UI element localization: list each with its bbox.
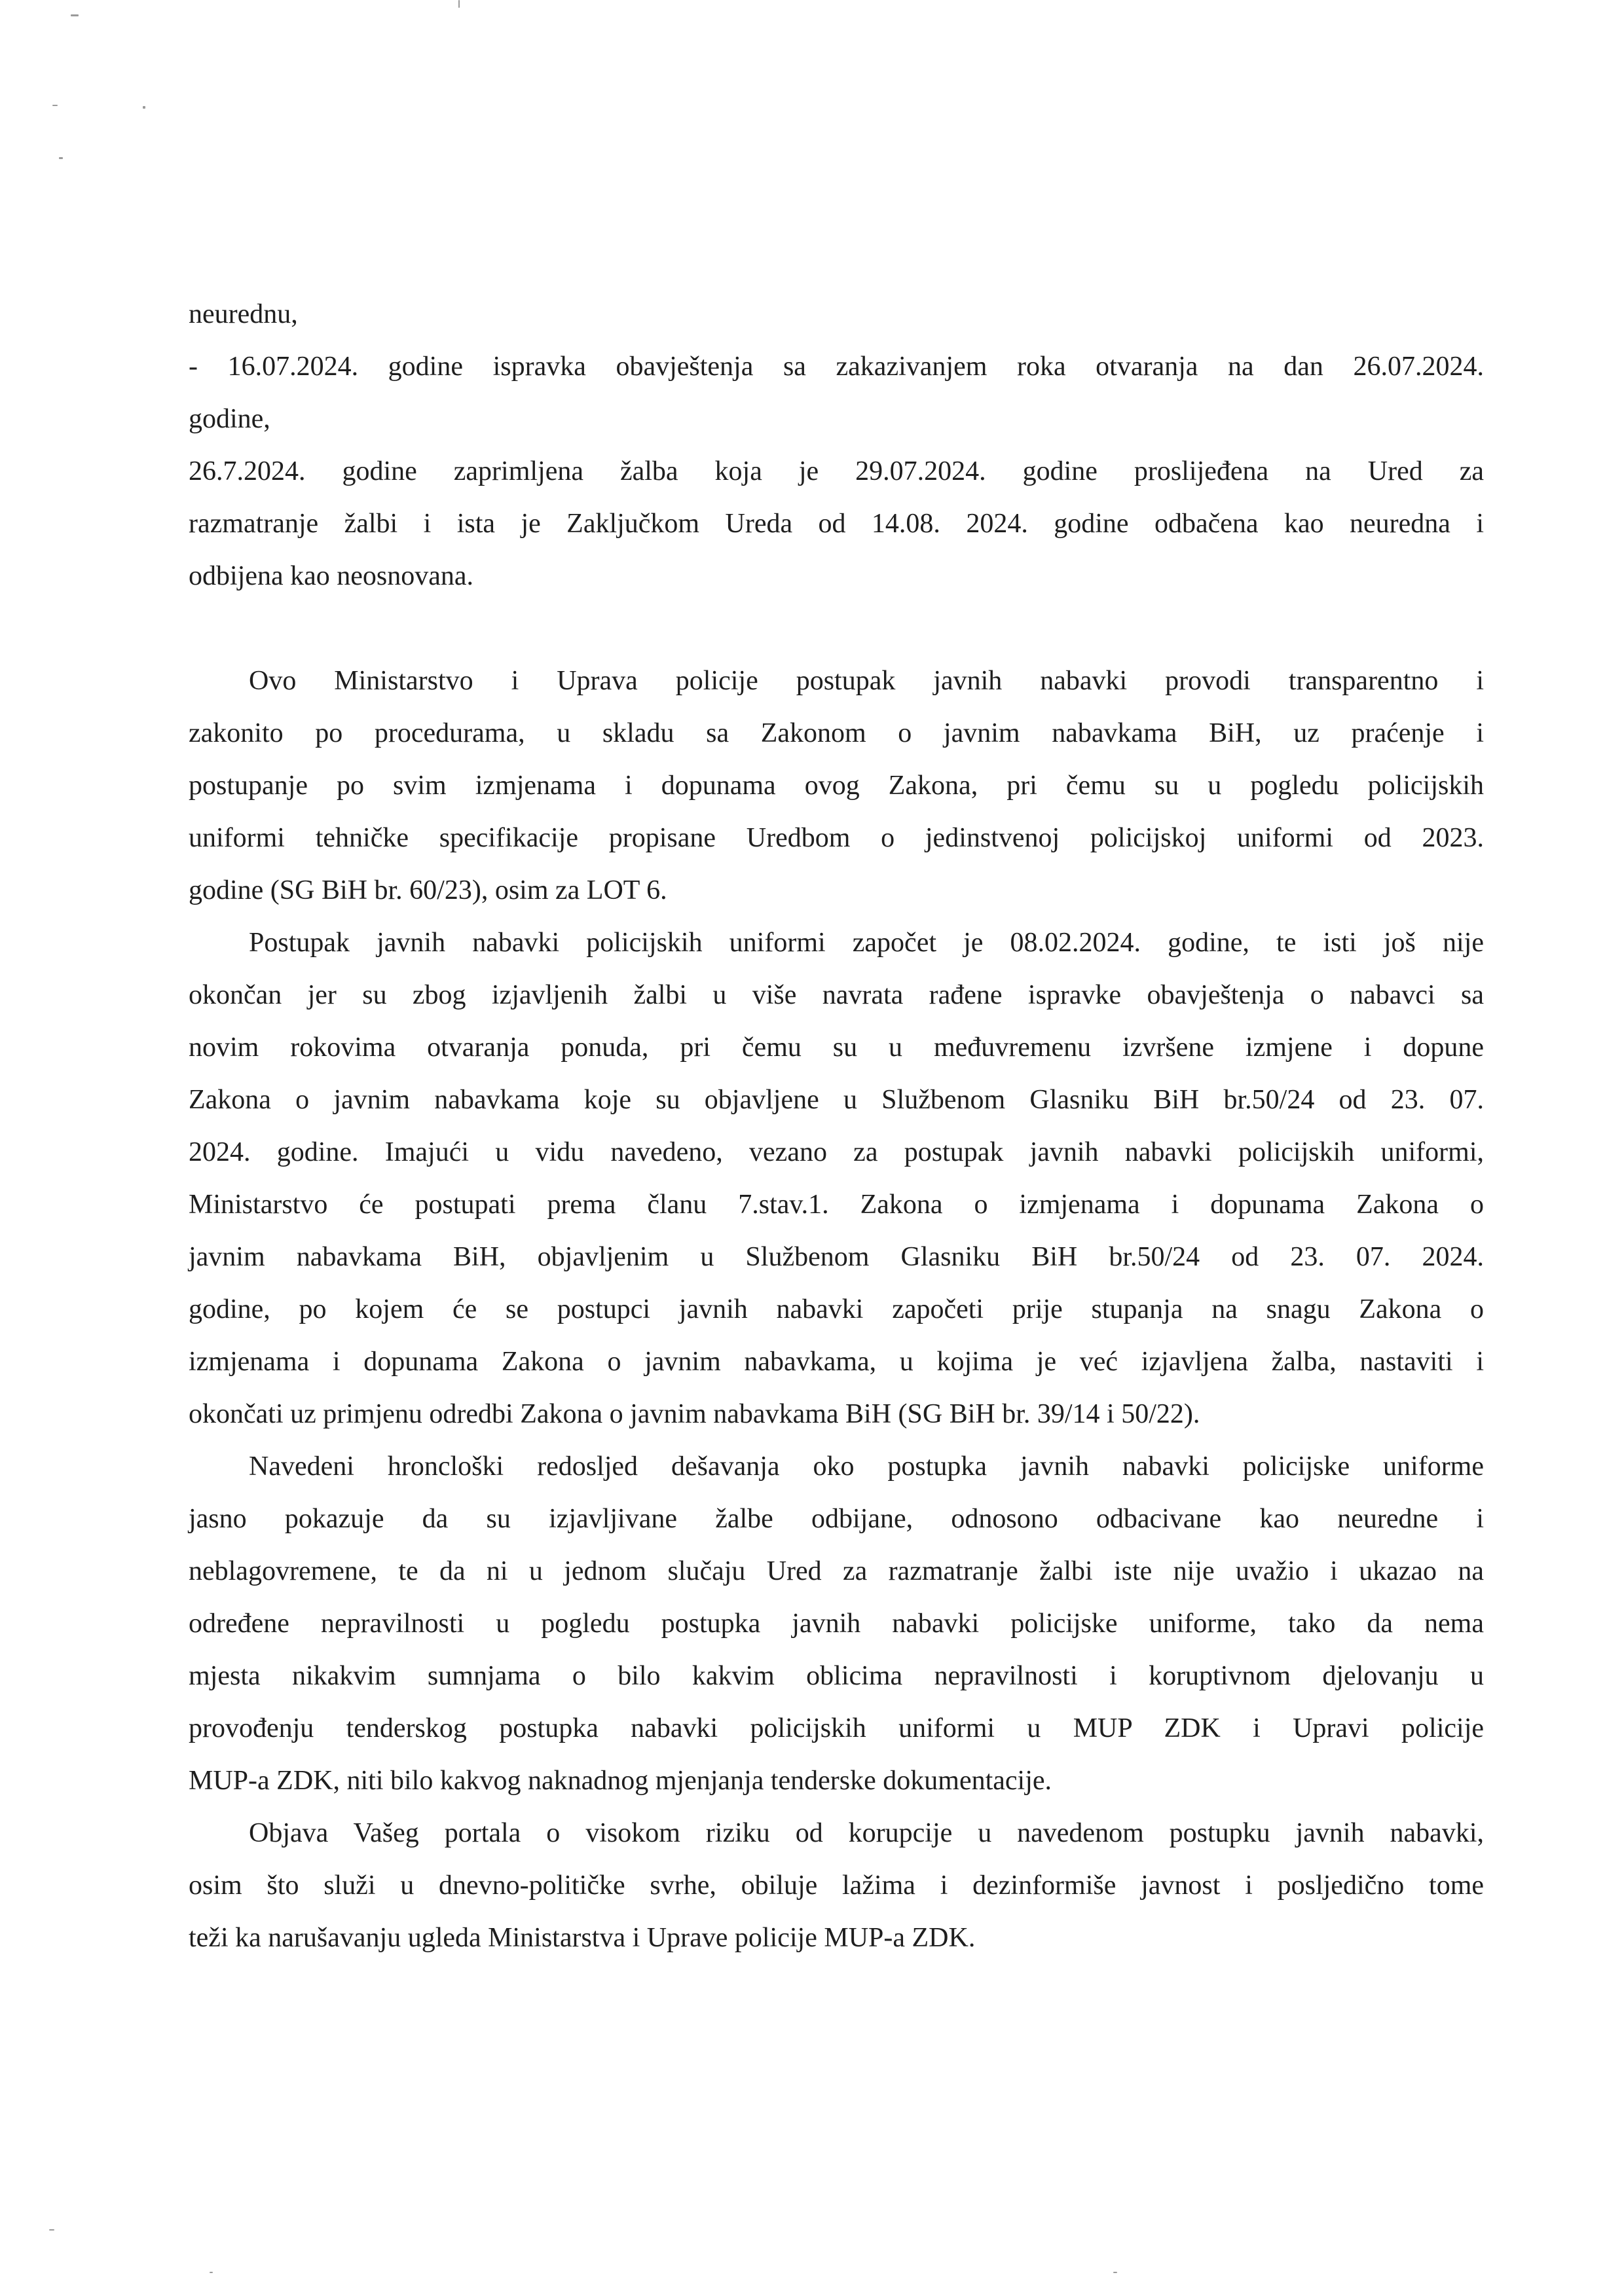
text-line: javnim nabavkama BiH, objavljenim u Službenom Glasniku BiH br.50/24 od 23. 07. 2024. xyxy=(189,1242,1484,1272)
text-line: novim rokovima otvaranja ponuda, pri čemu su u međuvremenu izvršene izmjene i dopune xyxy=(189,1032,1484,1063)
text-line: osim što služi u dnevno-političke svrhe, obiluje lažima i dezinformiše javnost i posljedično tome xyxy=(189,1870,1484,1901)
text-line: odbijena kao neosnovana. xyxy=(189,561,474,591)
document-page xyxy=(189,288,1484,1964)
text-line: Ovo Ministarstvo i Uprava policije postupak javnih nabavki provodi transparentno i xyxy=(249,666,1484,696)
paragraph-1 xyxy=(189,655,1484,917)
text-line: mjesta nikakvim sumnjama o bilo kakvim oblicima nepravilnosti i koruptivnom djelovanju u xyxy=(189,1661,1484,1691)
text-line: Ministarstvo će postupati prema članu 7.stav.1. Zakona o izmjenama i dopunama Zakona o xyxy=(189,1190,1484,1220)
text-line: godine, xyxy=(189,404,270,434)
text-line: teži ka narušavanju ugleda Ministarstva i Uprave policije MUP-a ZDK. xyxy=(189,1923,976,1953)
scan-speck xyxy=(52,105,58,106)
scan-speck xyxy=(49,2229,54,2231)
scan-speck xyxy=(458,0,460,8)
text-line: Objava Vašeg portala o visokom riziku od korupcije u navedenom postupku javnih nabavki, xyxy=(249,1818,1484,1848)
scan-speck xyxy=(1113,2272,1117,2273)
paragraph-3 xyxy=(189,1440,1484,1807)
paragraph-4 xyxy=(189,1807,1484,1964)
text-line: zakonito po procedurama, u skladu sa Zakonom o javnim nabavkama BiH, uz praćenje i xyxy=(189,718,1484,748)
text-line: - 16.07.2024. godine ispravka obavještenja sa zakazivanjem roka otvaranja na dan 26.07.2024. xyxy=(189,352,1484,382)
text-line: Zakona o javnim nabavkama koje su objavljene u Službenom Glasniku BiH br.50/24 od 23. 07. xyxy=(189,1085,1484,1115)
text-line: određene nepravilnosti u pogledu postupka javnih nabavki policijske uniforme, tako da nema xyxy=(189,1609,1484,1639)
text-line: jasno pokazuje da su izjavljivane žalbe odbijane, odnosono odbacivane kao neuredne i xyxy=(189,1504,1484,1534)
paragraph-2 xyxy=(189,917,1484,1440)
scan-speck xyxy=(210,2272,213,2273)
text-line: okončan jer su zbog izjavljenih žalbi u više navrata rađene ispravke obavještenja o nabavci sa xyxy=(189,980,1484,1010)
text-line: 26.7.2024. godine zaprimljena žalba koja je 29.07.2024. godine proslijeđena na Ured za xyxy=(189,456,1484,486)
scan-speck xyxy=(59,157,63,159)
text-line: Postupak javnih nabavki policijskih uniformi započet je 08.02.2024. godine, te isti još nije xyxy=(249,928,1484,958)
text-line: godine, po kojem će se postupci javnih nabavki započeti prije stupanja na snagu Zakona o xyxy=(189,1294,1484,1324)
text-line: Navedeni hroncloški redosljed dešavanja oko postupka javnih nabavki policijske uniforme xyxy=(249,1451,1484,1482)
text-line: neurednu, xyxy=(189,299,298,329)
text-line: razmatranje žalbi i ista je Zaključkom Ureda od 14.08. 2024. godine odbačena kao neuredna i xyxy=(189,509,1484,539)
scan-speck xyxy=(143,106,145,109)
text-line: okončati uz primjenu odredbi Zakona o javnim nabavkama BiH (SG BiH br. 39/14 i 50/22). xyxy=(189,1399,1200,1429)
paragraph-gap xyxy=(189,602,1484,655)
scan-speck xyxy=(71,14,79,16)
text-line: 2024. godine. Imajući u vidu navedeno, vezano za postupak javnih nabavki policijskih uniformi, xyxy=(189,1137,1484,1167)
text-line: izmjenama i dopunama Zakona o javnim nabavkama, u kojima je već izjavljena žalba, nastaviti i xyxy=(189,1347,1484,1377)
intro-list xyxy=(189,288,1484,602)
text-line: neblagovremene, te da ni u jednom slučaju Ured za razmatranje žalbi iste nije uvažio i ukazao na xyxy=(189,1556,1484,1586)
text-line: provođenju tenderskog postupka nabavki policijskih uniformi u MUP ZDK i Upravi policije xyxy=(189,1713,1484,1743)
text-line: godine (SG BiH br. 60/23), osim za LOT 6. xyxy=(189,875,667,905)
text-line: postupanje po svim izmjenama i dopunama ovog Zakona, pri čemu su u pogledu policijskih xyxy=(189,771,1484,801)
text-line: MUP-a ZDK, niti bilo kakvog naknadnog mjenjanja tenderske dokumentacije. xyxy=(189,1766,1052,1796)
text-line: uniformi tehničke specifikacije propisane Uredbom o jedinstvenoj policijskoj uniformi od 2023. xyxy=(189,823,1484,853)
